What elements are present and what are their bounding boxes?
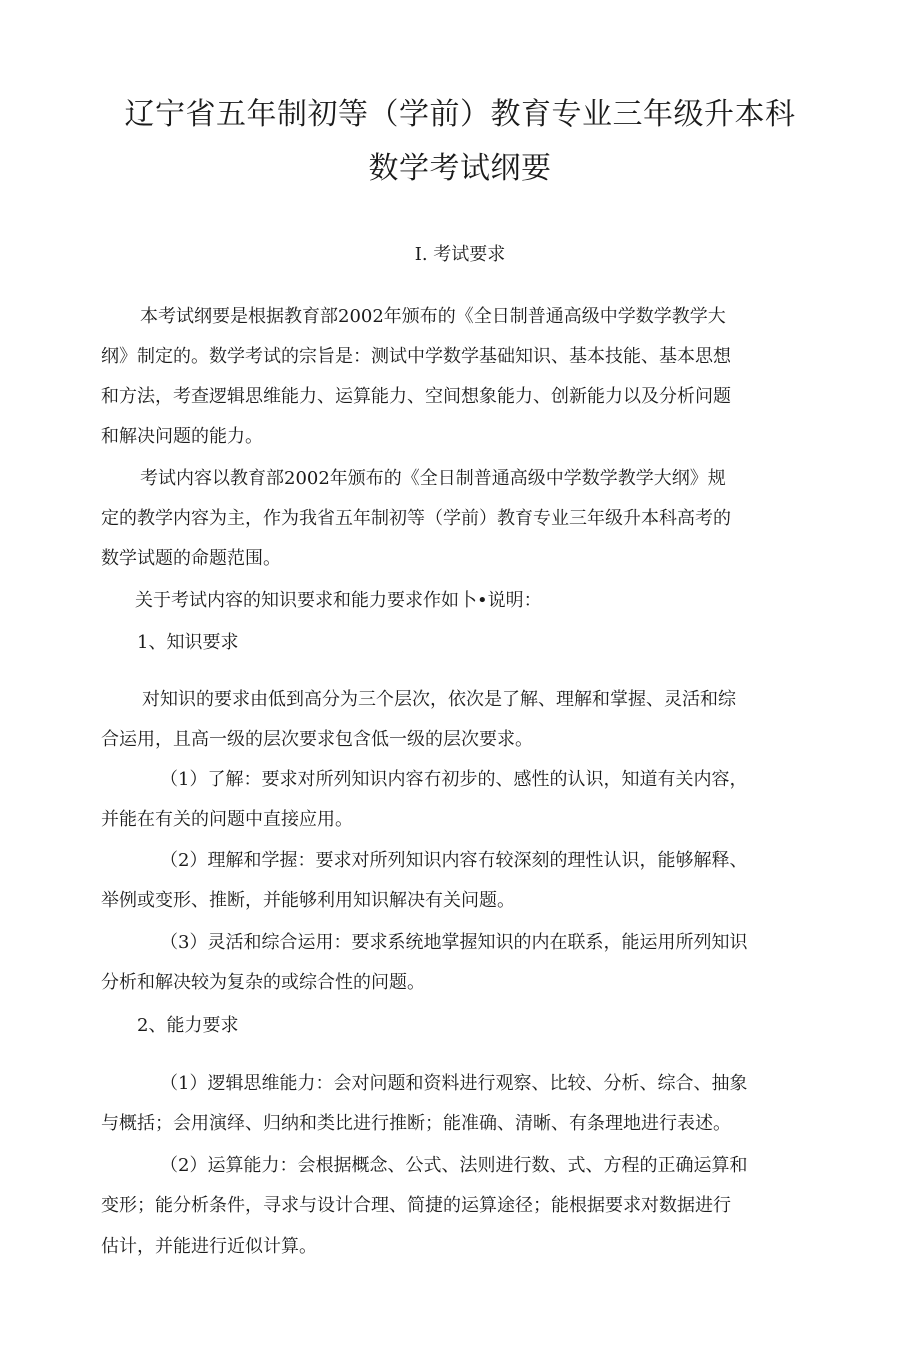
text-line: （1）逻辑思维能力：会对问题和资料进行观察、比较、分析、综合、抽象 (160, 1073, 748, 1094)
subsection-heading: 2、能力要求 (137, 1015, 239, 1036)
text-line: 合运用，且高一级的层次要求包含低一级的层次要求。 (101, 729, 533, 750)
text-line: 和方法，考查逻辑思维能力、运算能力、空间想象能力、创新能力以及分析问题 (101, 386, 731, 407)
text-line: （1）了解：要求对所列知识内容冇初步的、感性的认识，知道有关内容， (160, 769, 748, 790)
text-line: 分析和解决较为复杂的或综合性的问题。 (101, 972, 425, 993)
text-line: 纲》制定的。数学考试的宗旨是：测试中学数学基础知识、基本技能、基本思想 (101, 346, 731, 367)
text-line: 并能在有关的问题中直接应用。 (101, 809, 353, 830)
document-title-line-2: 数学考试纲要 (368, 151, 552, 186)
text-line: 举例或变形、推断，并能够利用知识解决有关问题。 (101, 890, 515, 911)
text-line: 考试内容以教育部2002年颁布的《全日制普通高级中学数学教学大纲》规 (140, 468, 726, 489)
text-line: 本考试纲要是根据教育部2002年颁布的《全日制普通高级中学数学教学大 (140, 306, 726, 327)
text-line: 变形；能分析条件，寻求与设计合理、简捷的运算途径；能根据要求对数据进行 (101, 1195, 731, 1216)
text-line: 估计，并能进行近似计算。 (101, 1236, 317, 1257)
text-line: 和解决问题的能力。 (101, 426, 263, 447)
document-title-line-1: 辽宁省五年制初等（学前）教育专业三年级升本科 (124, 97, 796, 132)
text-line: 关于考试内容的知识要求和能力要求作如卜•说明： (135, 590, 542, 611)
text-line: 与概括；会用演绎、归纳和类比进行推断；能准确、清晰、有条理地进行表述。 (101, 1113, 731, 1134)
text-line: （2）运算能力：会根据概念、公式、法则进行数、式、方程的正确运算和 (160, 1155, 748, 1176)
text-line: （3）灵活和综合运用：要求系统地掌握知识的内在联系，能运用所列知识 (160, 932, 748, 953)
text-line: （2）理解和学握：要求对所列知识内容冇较深刻的理性认识，能够解释、 (160, 850, 748, 871)
section-heading: I. 考试要求 (414, 244, 506, 265)
text-line: 定的教学内容为主，作为我省五年制初等（学前）教育专业三年级升本科高考的 (101, 508, 731, 529)
subsection-heading: 1、知识要求 (137, 632, 239, 653)
text-line: 对知识的要求由低到高分为三个层次，依次是了解、理解和掌握、灵活和综 (142, 689, 736, 710)
text-line: 数学试题的命题范围。 (101, 548, 281, 569)
